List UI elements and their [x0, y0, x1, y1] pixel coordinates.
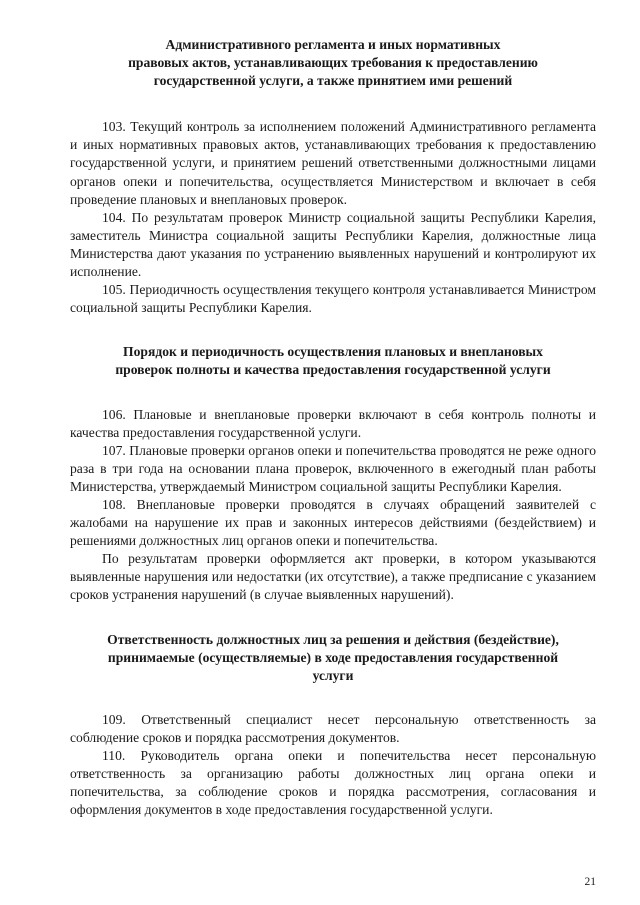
heading-line: принимаемые (осуществляемые) в ходе предоставления государственной	[107, 649, 559, 665]
paragraph-108: 108. Внеплановые проверки проводятся в случаях обращений заявителей с жалобами на нарушение их прав и законных интересов действиями (бездействием) и решениями должностных лиц органов опеки и попечительства.	[70, 496, 596, 549]
page-number: 21	[584, 876, 596, 888]
paragraph-105: 105. Периодичность осуществления текущего контроля устанавливается Министром социальной защиты Республики Карелия.	[70, 282, 596, 316]
heading-line: Административного регламента и иных нормативных	[165, 37, 501, 52]
heading-line: Ответственность должностных лиц за решения и действия (бездействие),	[107, 631, 559, 647]
paragraph-103: 103. Текущий контроль за исполнением положений Административного регламента и иных нормативных правовых актов, устанавливающих требования к предоставлению государственной услуги, и принятием решений ответственными должностными лицами органов опеки и попечительства, осуществляется Министерством и включает в себя проведение плановых и внеплановых проверок.	[70, 119, 596, 207]
paragraph-104: 104. По результатам проверок Министр социальной защиты Республики Карелия, заместитель Министра социальной защиты Республики Карелия, должностные лица Министерства дают указания по устранению выявленных нарушений и контролируют их исполнение.	[70, 209, 596, 280]
heading-line: государственной услуги, а также принятием ими решений	[153, 73, 513, 89]
section-heading-responsibility	[70, 631, 596, 685]
section-heading-control	[70, 36, 596, 90]
heading-line: услуги	[312, 667, 354, 683]
document-page	[70, 36, 596, 819]
paragraph-106: 106. Плановые и внеплановые проверки включают в себя контроль полноты и качества предоставления государственной услуги.	[70, 406, 596, 440]
paragraph-107: 107. Плановые проверки органов опеки и попечительства проводятся не реже одного раза в три года на основании плана проверок, включенного в ежегодный план работы Министерства, утверждаемый Министром социальной защиты Республики Карелия.	[70, 442, 596, 494]
heading-line: Порядок и периодичность осуществления плановых и внеплановых	[123, 344, 543, 360]
paragraph-110: 110. Руководитель органа опеки и попечительства несет персональную ответственность за организацию работы должностных лиц органа опеки и попечительства, за соблюдение сроков и порядка рассмотрения, согласования и оформления документов в ходе предоставления государственной услуги.	[70, 748, 596, 818]
section-heading-inspections	[70, 343, 596, 379]
heading-line: правовых актов, устанавливающих требования к предоставлению	[128, 55, 538, 71]
paragraph-108-result: По результатам проверки оформляется акт проверки, в котором указываются выявленные нарушения или недостатки (их отсутствие), а также предписание с указанием сроков устранения нарушений (в случае выявленных нарушений).	[70, 551, 596, 603]
paragraph-109: 109. Ответственный специалист несет персональную ответственность за соблюдение сроков и порядка рассмотрения документов.	[70, 711, 596, 745]
heading-line: проверок полноты и качества предоставления государственной услуги	[115, 362, 551, 378]
